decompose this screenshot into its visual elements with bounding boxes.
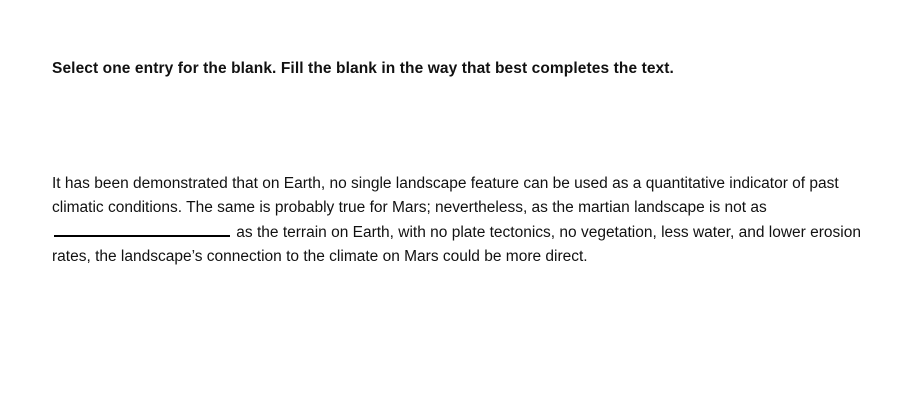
question-instruction: Select one entry for the blank. Fill the blank in the way that best completes the text. <box>52 60 674 77</box>
passage-text <box>52 172 880 269</box>
passage-segment-after-blank: as the terrain on Earth, with no plate tectonics, no vegetation, less water, and lower erosion rates, the landscape’s connection to the climate on Mars could be more direct. <box>52 224 866 265</box>
blank-field[interactable] <box>54 220 230 237</box>
passage-segment-before-blank: It has been demonstrated that on Earth, no single landscape feature can be used as a quantitative indicator of past climatic conditions. The same is probably true for Mars; nevertheless, as the martian landscape is not as <box>52 175 844 216</box>
